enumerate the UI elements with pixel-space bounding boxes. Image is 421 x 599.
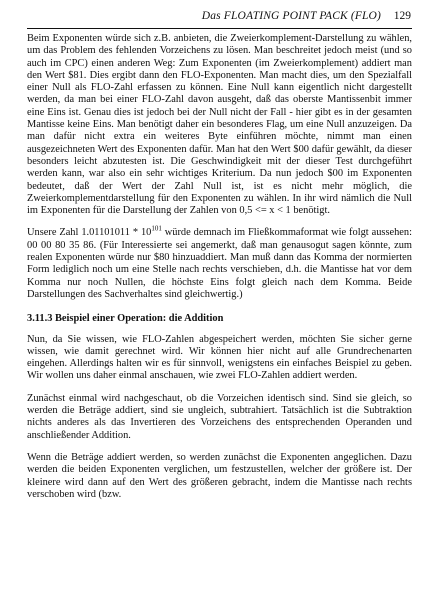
running-title: Das FLOATING POINT PACK (FLO) [201, 10, 381, 22]
body-text [27, 33, 412, 501]
paragraph-exponent-representation: Beim Exponenten würde sich z.B. anbieten, die Zweierkomplement-Darstellung zu wählen, um das Problem des fehlenden Vorzeichens zu lösen. Man beschreitet jedoch meist (und so auch im CPC) einen anderen Weg: Zum Exponenten (im Zweierkomplement) addiert man den Wert $81. Dies ergibt dann den FLO-Exponenten. Man macht dies, um den Spezialfall einer Null als FLO-Zahl erfassen zu können. Eine Null kann eigentlich nicht dargestellt werden, da man bei einer FLO-Zahl davon ausgeht, daß das oberste Mantissenbit immer eine Eins ist. Genau dies ist jedoch bei der Null nicht der Fall - hier gibt es in der gesamten Mantisse keine Eins. Man benötigt daher ein besonderes Flag, um eine Null anzuzeigen. Da man dafür nicht extra ein weiteres Byte einführen möchte, nimmt man einen ausgezeichneten Wert des Exponenten dafür. Man hat den Wert $00 dafür gewählt, da dieser besonders leicht abzutesten ist. Die Geschwindigkeit mit der dieser Test durchgeführt werden kann, war also ein sehr wichtiges Kriterium. Da nun jedoch $00 im Exponenten bedeutet, daß der Wert der Zahl Null ist, ist es nicht mehr möglich, die Zweierkomplementdarstellung für den Exponenten zu wählen. In ihr wird nämlich die Null im Exponenten für die Darstellung der Zahlen von 0,5 <= x < 1 benötigt. [27, 33, 412, 217]
header-rule [27, 28, 412, 29]
page-number: 129 [393, 10, 411, 22]
paragraph-exponent-alignment: Wenn die Beträge addiert werden, so werden zunächst die Exponenten angeglichen. Dazu werden die beiden Exponenten verglichen, um festzustellen, welcher der größere ist. Der kleinere wird dann auf den Wert des größeren gebracht, indem die Mantisse nach rechts verschoben wird (bzw. [27, 451, 412, 500]
paragraph-example-number [27, 224, 412, 301]
exponent-superscript: 101 [151, 224, 162, 233]
example-text-rest: würde demnach im Fließkommaformat wie folgt aussehen: 00 00 80 35 86. (Für Interessierte sei angemerkt, daß man genausogut sagen könnte, zum realen Exponenten würde nur $80 hinzuaddiert. Man muß dann das Komma der normierten Form lediglich noch um eine Stelle nach rechts verschieben, d.h. die Mantisse hat vor dem Komma nur noch Nullen, die höchste Eins folgt gleich nach dem Komma. Beide Darstellungen des Sachverhaltes sind gleichwertig.) [27, 227, 412, 300]
paragraph-intro-addition: Nun, da Sie wissen, wie FLO-Zahlen abgespeichert werden, möchten Sie sicher gerne wissen, wie damit gerechnet wird. Wir können hier nicht auf alle Grundrechenarten eingehen. Allerdings halten wir es für sinnvoll, wenigstens ein einfaches Beispiel zu geben. Wir wollen uns daher einmal anschauen, wie zwei FLO-Zahlen addiert werden. [27, 333, 412, 382]
paragraph-sign-check: Zunächst einmal wird nachgeschaut, ob die Vorzeichen identisch sind. Sind sie gleich, so werden die Beträge addiert, sind sie ungleich, subtrahiert. Tatsächlich ist die Subtraktion nichts anderes als das Invertieren des Vorzeichens des entsprechenden Operanden und anschließender Addition. [27, 392, 412, 441]
section-heading: 3.11.3 Beispiel einer Operation: die Addition [27, 313, 224, 325]
example-text-start: Unsere Zahl 1.01101011 * 10 [27, 227, 152, 239]
running-header [0, 10, 421, 26]
